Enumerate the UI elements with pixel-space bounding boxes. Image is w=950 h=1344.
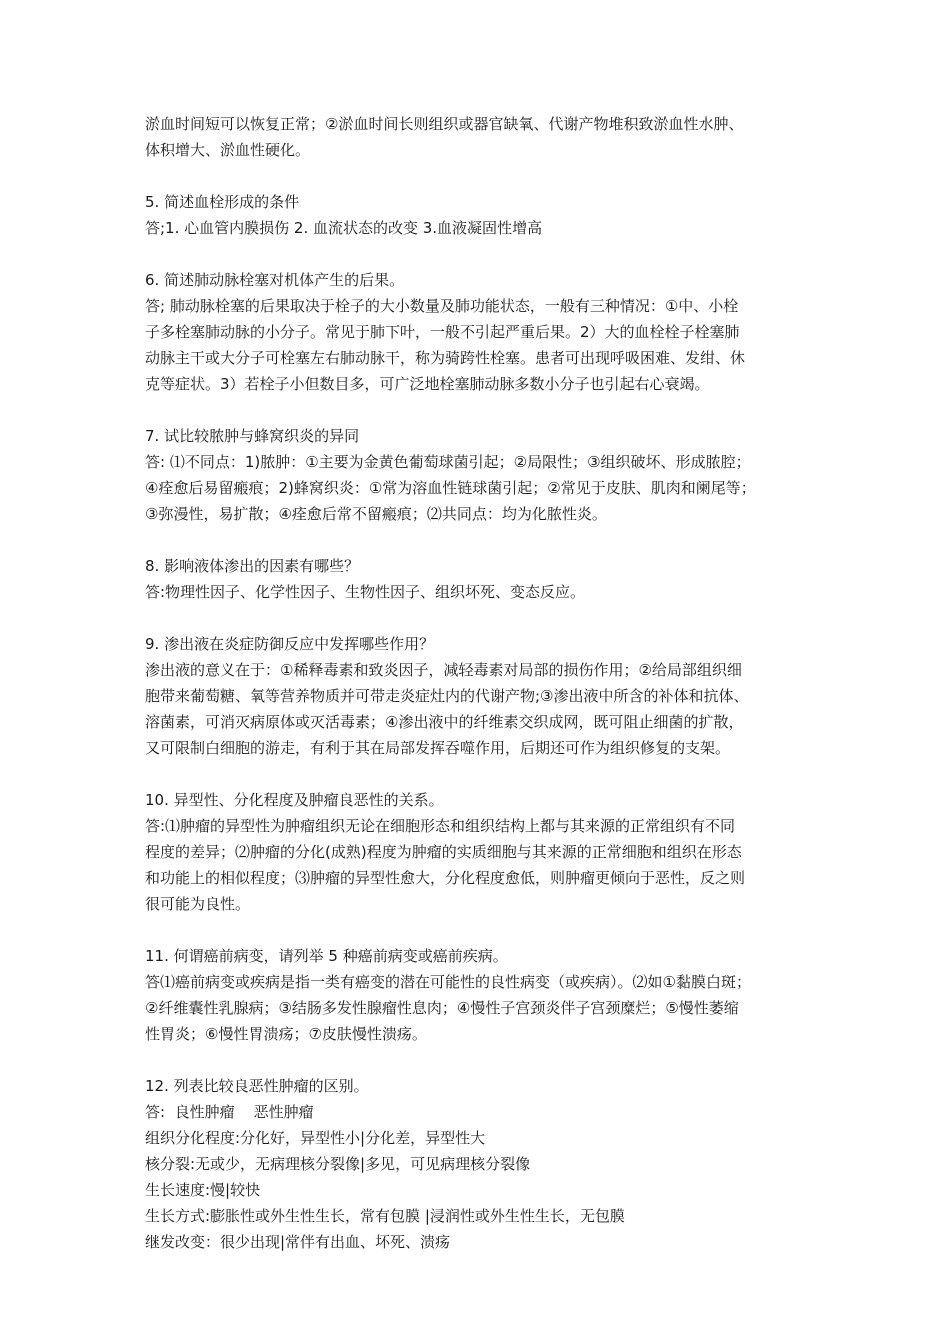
- paragraph-continuation: [145, 111, 807, 163]
- answer-line: 溶菌素，可消灭病原体或灭活毒素；④渗出液中的纤维素交织成网，既可阻止细菌的扩散，: [145, 713, 744, 731]
- qa-item-7: [145, 423, 807, 527]
- answer-line: 动脉主干或大分子可栓塞左右肺动脉干，称为骑跨性栓塞。患者可出现呼吸困难、发绀、休: [145, 349, 746, 367]
- document-page: [145, 111, 807, 1281]
- table-row: 组织分化程度:分化好，异型性小|分化差，异型性大: [145, 1129, 486, 1147]
- answer-line: 答:物理性因子、化学性因子、生物性因子、组织坏死、变态反应。: [145, 583, 586, 601]
- qa-item-8: [145, 553, 807, 605]
- answer-line: 又可限制白细胞的游走，有利于其在局部发挥吞噬作用，后期还可作为组织修复的支架。: [145, 739, 731, 757]
- answer-line: ③弥漫性，易扩散；④痊愈后常不留瘢痕；⑵共同点：均为化脓性炎。: [145, 505, 607, 523]
- answer-line: ④痊愈后易留瘢痕；2)蜂窝织炎：①常为溶血性链球菌引起；②常见于皮肤、肌肉和阑尾等；: [145, 479, 756, 497]
- answer-line: 克等症状。3）若栓子小但数目多，可广泛地栓塞肺动脉多数小分子也引起右心衰竭。: [145, 375, 710, 393]
- answer-line: 答⑴癌前病变或疾病是指一类有癌变的潜在可能性的良性病变（或疾病）。⑵如①黏膜白斑；: [145, 973, 751, 991]
- qa-item-5: [145, 189, 807, 241]
- question-heading: 8. 影响液体渗出的因素有哪些？: [145, 557, 360, 575]
- qa-item-10: [145, 787, 807, 917]
- question-heading: 5. 简述血栓形成的条件: [145, 193, 300, 211]
- question-heading: 7. 试比较脓肿与蜂窝织炎的异同: [145, 427, 360, 445]
- answer-line: 渗出液的意义在于：①稀释毒素和致炎因子，减轻毒素对局部的损伤作用；②给局部组织细: [145, 661, 742, 679]
- qa-item-6: [145, 267, 807, 397]
- answer-line: 很可能为良性。: [145, 895, 251, 913]
- answer-line: 答;1. 心血管内膜损伤 2. 血流状态的改变 3.血液凝固性增高: [145, 219, 543, 237]
- qa-item-11: [145, 943, 807, 1047]
- answer-line: 胞带来葡萄糖、氧等营养物质并可带走炎症灶内的代谢产物;③渗出液中所含的补体和抗体、: [145, 687, 749, 705]
- qa-item-9: [145, 631, 807, 761]
- question-heading: 10. 异型性、分化程度及肿瘤良恶性的关系。: [145, 791, 444, 809]
- text-line: 体积增大、淤血性硬化。: [145, 141, 311, 159]
- qa-item-12: [145, 1073, 807, 1255]
- table-row: 生长方式:膨胀性或外生性生长，常有包膜 |浸润性或外生性生长，无包膜: [145, 1207, 625, 1225]
- answer-line: 答:⑴肿瘤的异型性为肿瘤组织无论在细胞形态和组织结构上都与其来源的正常组织有不同: [145, 817, 736, 835]
- answer-line: 答; 肺动脉栓塞的后果取决于栓子的大小数量及肺功能状态，一般有三种情况：①中、小栓: [145, 297, 739, 315]
- text-line: 淤血时间短可以恢复正常；②淤血时间长则组织或器官缺氧、代谢产物堆积致淤血性水肿、: [145, 115, 744, 133]
- question-heading: 9. 渗出液在炎症防御反应中发挥哪些作用？: [145, 635, 435, 653]
- answer-line: ②纤维囊性乳腺病；③结肠多发性腺瘤性息肉；④慢性子宫颈炎伴子宫颈糜烂；⑤慢性萎缩: [145, 999, 739, 1017]
- question-heading: 12. 列表比较良恶性肿瘤的区别。: [145, 1077, 369, 1095]
- answer-line: 子多栓塞肺动脉的小分子。常见于肺下叶，一般不引起严重后果。2）大的血栓栓子栓塞肺: [145, 323, 740, 341]
- question-heading: 11. 何谓癌前病变，请列举 5 种癌前病变或癌前疾病。: [145, 947, 508, 965]
- question-heading: 6. 简述肺动脉栓塞对机体产生的后果。: [145, 271, 405, 289]
- answer-line: 性胃炎；⑥慢性胃溃疡；⑦皮肤慢性溃疡。: [145, 1025, 427, 1043]
- answer-line: 和功能上的相似程度；⑶肿瘤的异型性愈大，分化程度愈低，则肿瘤更倾向于恶性，反之则: [145, 869, 746, 887]
- answer-line: 答: ⑴不同点：1)脓肿：①主要为金黄色葡萄球菌引起；②局限性；③组织破坏、形成脓腔；: [145, 453, 751, 471]
- table-row: 生长速度:慢|较快: [145, 1181, 261, 1199]
- answer-line: 程度的差异；⑵肿瘤的分化(成熟)程度为肿瘤的实质细胞与其来源的正常细胞和组织在形态: [145, 843, 742, 861]
- table-row: 核分裂:无或少，无病理核分裂像|多见，可见病理核分裂像: [145, 1155, 531, 1173]
- table-header-line: 答: 良性肿瘤 恶性肿瘤: [145, 1103, 314, 1121]
- table-row: 继发改变：很少出现|常伴有出血、坏死、溃疡: [145, 1233, 451, 1251]
